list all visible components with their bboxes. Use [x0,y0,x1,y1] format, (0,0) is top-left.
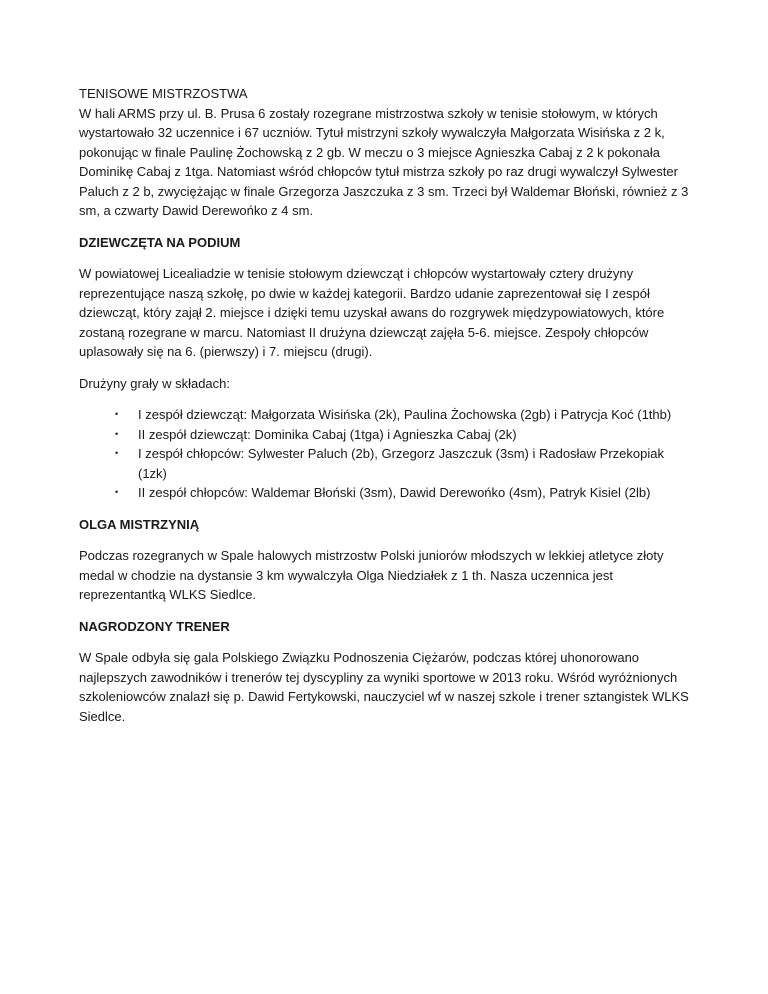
team-text: II zespół chłopców: Waldemar Błoński (3sm), Dawid Derewońko (4sm), Patryk Kisiel (2lb) [138,485,651,500]
list-item [79,483,689,503]
bullet-icon: • [115,409,119,419]
teams-list-intro: Drużyny grały w składach: [79,375,230,391]
bullet-icon: • [115,428,119,439]
section-heading-olga: OLGA MISTRZYNIĄ [79,516,200,532]
bullet-icon: • [115,448,119,458]
section-body-olga: Podczas rozegranych w Spale halowych mistrzostw Polski juniorów młodszych w lekkiej atletyce złoty medal w chodzie na dystansie 3 km wywalczyła Olga Niedziałek z 1 th. Nasza uczennica jest reprezentantką WLKS Siedlce. [79,548,664,602]
list-item [79,405,689,425]
document-page [79,84,689,738]
section-heading-trainer: NAGRODZONY TRENER [79,618,230,634]
teams-list [79,405,689,503]
team-text: II zespół dziewcząt: Dominika Cabaj (1tga) i Agnieszka Cabaj (2k) [138,426,517,442]
section-body-trainer: W Spale odbyła się gala Polskiego Związku Podnoszenia Ciężarów, podczas której uhonorowano najlepszych zawodników i trenerów tej dyscypliny za wyniki sportowe w 2013 roku. Wśród wyróżnionych szkoleniowców znalazł się p. Dawid Fertykowski, nauczyciel wf w naszej szkole i trener sztangistek WLKS Siedlce. [79,650,689,724]
intro-title: TENISOWE MISTRZOSTWA [79,86,248,101]
list-item [79,425,689,445]
section-body-girls-podium: W powiatowej Licealiadzie w tenisie stołowym dziewcząt i chłopców wystartowały cztery drużyny reprezentujące naszą szkołę, po dwie w każdej kategorii. Bardzo udanie zaprezentował się I zespół dziewcząt, który zajął 2. miejsce i dzięki temu uzyskał awans do rozgrywek międzypowiatowych, które zostaną rozegrane w marcu. Natomiast II drużyna dziewcząt zajęła 5-6. miejsce. Zespoły chłopców uplasowały się na 6. (pierwszy) i 7. miejscu (drugi). [79,266,665,359]
intro-paragraph [79,84,689,221]
team-text: I zespół chłopców: Sylwester Paluch (2b), Grzegorz Jaszczuk (3sm) i Radosław Przekopiak (1zk) [138,446,664,481]
team-text: I zespół dziewcząt: Małgorzata Wisińska (2k), Paulina Żochowska (2gb) i Patrycja Koć (1thb) [138,407,672,422]
bullet-icon: • [115,487,119,497]
section-heading-girls-podium: DZIEWCZĘTA NA PODIUM [79,234,241,250]
list-item [79,444,689,483]
intro-body: W hali ARMS przy ul. B. Prusa 6 zostały rozegrane mistrzostwa szkoły w tenisie stołowym, w których wystartowało 32 uczennice i 67 uczniów. Tytuł mistrzyni szkoły wywalczyła Małgorzata Wisińska z 2 k, pokonując w finale Paulinę Żochowską z 2 gb. W meczu o 3 miejsce Agnieszka Cabaj z 2 k pokonała Dominikę Cabaj z 1tga. Natomiast wśród chłopców tytuł mistrza szkoły po raz drugi wywalczył Sylwester Paluch z 2 b, zwyciężając w finale Grzegorza Jaszczuka z 3 sm. Trzeci był Waldemar Błoński, również z 3 sm, a czwarty Dawid Derewońko z 4 sm. [79,105,689,218]
